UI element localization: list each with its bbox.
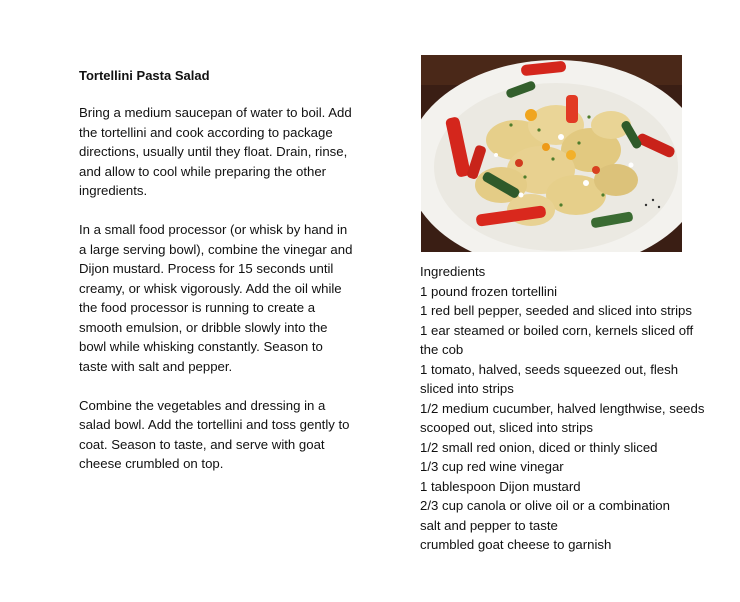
ingredient-item: 2/3 cup canola or olive oil or a combination (420, 498, 670, 513)
ingredients-list (420, 282, 710, 555)
ingredient-item: crumbled goat cheese to garnish (420, 537, 612, 552)
ingredient-item: salt and pepper to taste (420, 517, 558, 533)
ingredient-item: 1 pound frozen tortellini (420, 283, 558, 299)
pasta-salad-photo (421, 55, 682, 252)
ingredients-heading: Ingredients (420, 264, 486, 279)
ingredient-item: 1/3 cup red wine vinegar (420, 459, 564, 474)
instruction-paragraph: In a small food processor (or whisk by hand in a large serving bowl), combine the vinegar and Dijon mustard. Process for 15 seconds until creamy, or whisk vigorously. Add the oil while the food processor is running to create a smooth emulsion, or dribble slowly into the bowl while whisking constantly. Season to taste with salt and pepper. (79, 222, 353, 374)
instruction-paragraph: Combine the vegetables and dressing in a salad bowl. Add the tortellini and toss gently to coat. Season to taste, and serve with goat cheese crumbled on top. (79, 397, 350, 471)
ingredients-column (420, 262, 710, 555)
pasta-salad-illustration (421, 55, 682, 252)
instruction-paragraph: Bring a medium saucepan of water to boil. Add the tortellini and cook according to package directions, usually until they float. Drain, rinse, and allow to cool while preparing the other ingredients. (79, 105, 352, 198)
instructions-column (79, 66, 354, 493)
ingredient-item: 1 tablespoon Dijon mustard (420, 478, 581, 494)
recipe-title: Tortellini Pasta Salad (79, 68, 210, 83)
ingredient-item: 1 tomato, halved, seeds squeezed out, flesh sliced into strips (420, 361, 679, 396)
ingredient-item: 1 red bell pepper, seeded and sliced into strips (420, 303, 692, 318)
ingredient-item: 1/2 small red onion, diced or thinly sliced (420, 439, 658, 455)
ingredient-item: 1 ear steamed or boiled corn, kernels sliced off the cob (420, 322, 694, 357)
ingredient-item: 1/2 medium cucumber, halved lengthwise, seeds scooped out, sliced into strips (420, 400, 705, 435)
